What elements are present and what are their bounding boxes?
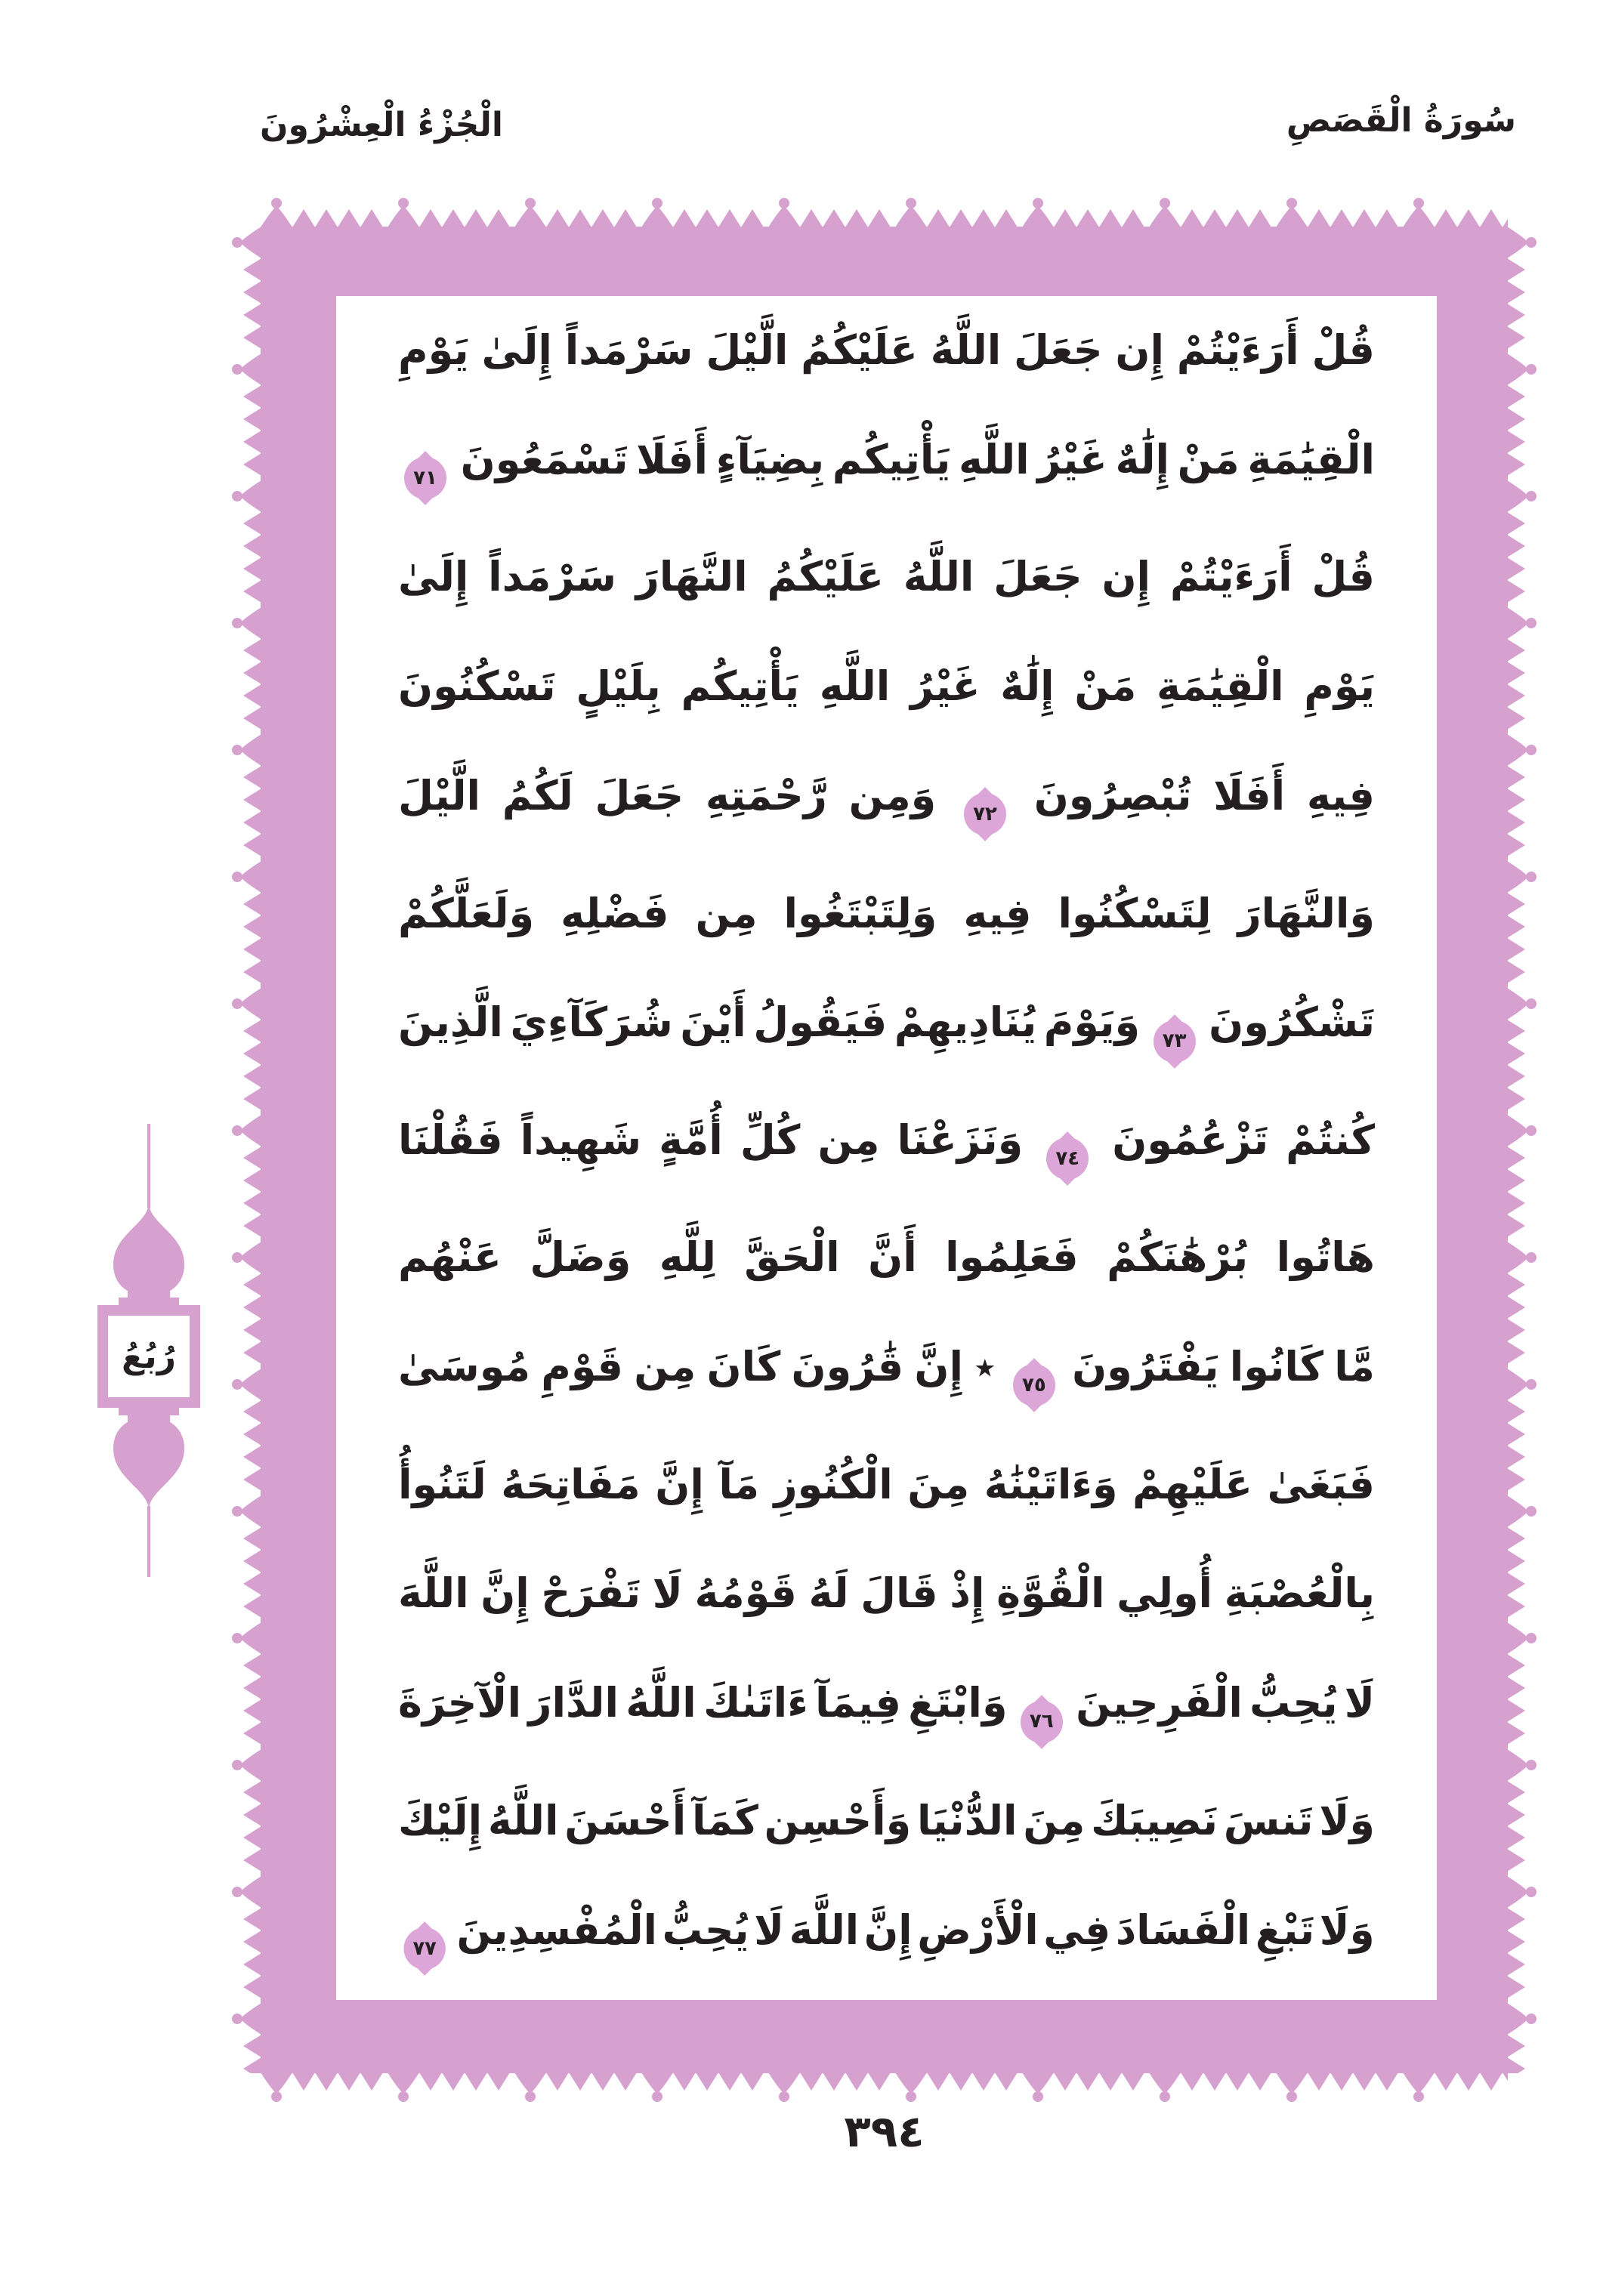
quran-line [398, 319, 1375, 382]
quran-line [398, 1226, 1375, 1289]
ayah-text: بِالْعُصْبَةِ أُولِي الْقُوَّةِ إِذْ قَالَ لَهُ قَوْمُهُ لَا تَفْرَحْ إِنَّ اللَّهَ [398, 1569, 1375, 1618]
frame-scallop-left [231, 227, 261, 2073]
quran-line [398, 1562, 1375, 1625]
ayah-text: وَلَا تَبْغِ الْفَسَادَ فِي الْأَرْضِ إِنَّ اللَّهَ لَا يُحِبُّ الْمُفْسِدِينَ [456, 1906, 1376, 1954]
quran-line [398, 1899, 1375, 1970]
ayah-text: وَلَا تَنسَ نَصِيبَكَ مِنَ الدُّنْيَا وَأَحْسِن كَمَآ أَحْسَنَ اللَّهُ إِلَيْكَ [398, 1796, 1375, 1844]
quran-line [398, 1789, 1375, 1853]
quran-line [398, 1671, 1375, 1742]
ayah-text: فِيهِ أَفَلَا تُبْصِرُونَ [1033, 772, 1375, 820]
frame-scallop-top [261, 197, 1508, 227]
quran-text-panel [336, 296, 1437, 2000]
quran-line [398, 1109, 1375, 1180]
surah-header: سُورَةُ الْقَصَصِ [1286, 101, 1517, 140]
ayah-text: قُلْ أَرَءَيْتُمْ إِن جَعَلَ اللَّهُ عَلَيْكُمُ الَّيْلَ سَرْمَداً إِلَىٰ يَوْمِ [398, 326, 1375, 374]
juz-header: الْجُزْءُ الْعِشْرُونَ [260, 106, 503, 144]
ayah-end-marker: ٧٤ [1046, 1137, 1089, 1180]
ayah-text: فَبَغَىٰ عَلَيْهِمْ وَءَاتَيْنَٰهُ مِنَ الْكُنُوزِ مَآ إِنَّ مَفَاتِحَهُ لَتَنُوأُ [398, 1460, 1375, 1508]
quran-line [398, 991, 1375, 1062]
frame-scallop-bottom [261, 2072, 1508, 2103]
ayah-text: وَنَزَعْنَا مِن كُلِّ أُمَّةٍ شَهِيداً فَقُلْنَا [398, 1116, 1024, 1164]
ayah-end-marker: ٧٧ [404, 1927, 446, 1970]
ayah-text: هَاتُوا بُرْهَٰنَكُمْ فَعَلِمُوا أَنَّ الْحَقَّ لِلَّهِ وَضَلَّ عَنْهُم [398, 1233, 1375, 1282]
ayah-end-marker: ٧١ [404, 457, 446, 499]
ayah-end-marker: ٧٢ [964, 793, 1006, 835]
quran-line [398, 1335, 1375, 1406]
ayah-text: لَا يُحِبُّ الْفَرِحِينَ [1076, 1679, 1375, 1727]
quran-line [398, 764, 1375, 835]
quran-line [398, 1453, 1375, 1517]
ayah-text: وَمِن رَّحْمَتِهِ جَعَلَ لَكُمُ الَّيْلَ [398, 772, 937, 820]
ayah-text: وَابْتَغِ فِيمَآ ءَاتَىٰكَ اللَّهُ الدَّارَ الْآخِرَةَ [398, 1679, 1008, 1727]
ayah-text: كُنتُمْ تَزْعُمُونَ [1112, 1116, 1375, 1164]
ayah-text: وَيَوْمَ يُنَادِيهِمْ فَيَقُولُ أَيْنَ شُرَكَآءِيَ الَّذِينَ [398, 998, 1141, 1047]
ayah-end-marker: ٧٥ [1013, 1364, 1055, 1406]
quran-line [398, 545, 1375, 609]
quran-line [398, 428, 1375, 499]
quran-line [398, 655, 1375, 718]
rub-quarter-label: رُبُعُ [122, 1337, 176, 1376]
page-number: ٣٩٤ [844, 2106, 925, 2157]
ayah-text: مَّا كَانُوا يَفْتَرُونَ [1072, 1343, 1375, 1391]
ayah-text: وَالنَّهَارَ لِتَسْكُنُوا فِيهِ وَلِتَبْتَغُوا مِن فَضْلِهِ وَلَعَلَّكُمْ [398, 889, 1375, 937]
ayah-end-marker: ٧٣ [1154, 1020, 1196, 1063]
ayah-text: قُلْ أَرَءَيْتُمْ إِن جَعَلَ اللَّهُ عَلَيْكُمُ النَّهَارَ سَرْمَداً إِلَىٰ [398, 553, 1375, 601]
ayah-text: الْقِيَٰمَةِ مَنْ إِلَٰهٌ غَيْرُ اللَّهِ يَأْتِيكُم بِضِيَآءٍ أَفَلَا تَسْمَعُونَ [460, 435, 1375, 483]
ayah-text: تَشْكُرُونَ [1209, 998, 1375, 1047]
frame-scallop-right [1507, 227, 1537, 2073]
quran-line [398, 882, 1375, 946]
ayah-text: ٭ إِنَّ قَٰرُونَ كَانَ مِن قَوْمِ مُوسَىٰ [398, 1343, 996, 1391]
ayah-end-marker: ٧٦ [1021, 1701, 1063, 1743]
ayah-text: يَوْمِ الْقِيَٰمَةِ مَنْ إِلَٰهٌ غَيْرُ اللَّهِ يَأْتِيكُم بِلَيْلٍ تَسْكُنُونَ [398, 662, 1375, 711]
